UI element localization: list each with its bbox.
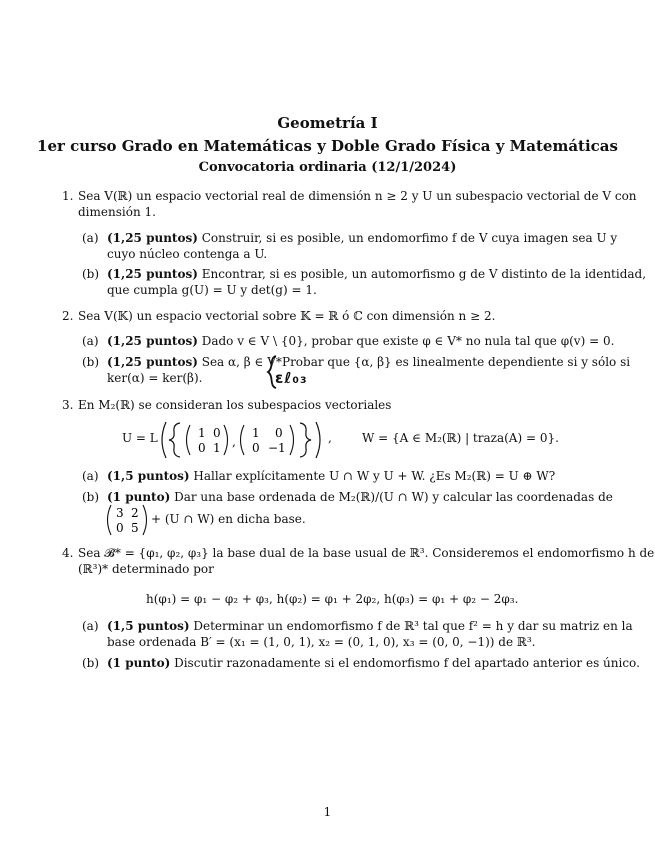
q2a-points: (1,25 puntos): [107, 334, 198, 348]
q1b-points: (1,25 puntos): [107, 267, 198, 281]
brace-right: [300, 423, 311, 457]
q2b-text-a: Sea α, β ∈ V*: [197, 355, 282, 369]
q2a-text: Dado v ∈ V \ {0}, probar que existe φ ∈ V* no nula tal que φ(v) = 0.: [197, 334, 615, 348]
q4-statement-line2: (ℝ³)* determinado por: [78, 562, 214, 576]
q1a-points: (1,25 puntos): [107, 231, 198, 245]
q2a-label: (a): [82, 334, 99, 348]
q3-u-prefix: U = L: [122, 431, 158, 445]
q4-number: 4.: [62, 546, 74, 560]
handwritten-note: εℓ₀₃: [275, 369, 308, 387]
q4a-text: Determinar un endomorfismo f de ℝ³ tal que f² = h y dar su matriz en la: [189, 619, 633, 633]
q3a-line1: [107, 467, 555, 485]
q1b-text: Encontrar, si es posible, un automorfismo g de V distinto de la identidad,: [197, 267, 647, 281]
m1-a22: 1: [213, 441, 221, 455]
q3-statement: En M₂(ℝ) se consideran los subespacios vectoriales: [78, 398, 392, 412]
q3b-line2: + (U ∩ W) en dicha base.: [151, 512, 306, 526]
q3b-m-a22: 5: [131, 521, 139, 535]
q1b-label: (b): [82, 267, 100, 281]
q3b-matrix: [104, 504, 150, 536]
q3b-m-a11: 3: [116, 506, 124, 520]
exam-title: Geometría I: [277, 114, 378, 132]
q4-display-formula: h(φ₁) = φ₁ − φ₂ + φ₃, h(φ₂) = φ₁ + 2φ₂, h(φ₃) = φ₁ + φ₂ − 2φ₃.: [146, 592, 519, 606]
q2b-points: (1,25 puntos): [107, 355, 198, 369]
q3b-line1: [107, 488, 613, 506]
q3-span-matrices: [158, 420, 328, 460]
m2-a21: 0: [252, 441, 260, 455]
m2-a11: 1: [252, 426, 260, 440]
session-date: Convocatoria ordinaria (12/1/2024): [198, 160, 457, 175]
q3a-text: Hallar explícitamente U ∩ W y U + W. ¿Es M₂(ℝ) = U ⊕ W?: [189, 469, 556, 483]
q4b-line1: [107, 654, 640, 672]
q3-w-definition: W = {A ∈ M₂(ℝ) | traza(A) = 0}.: [362, 431, 559, 445]
q4a-line2: base ordenada B′ = (x₁ = (1, 0, 1), x₂ = (0, 1, 0), x₃ = (0, 0, −1)) de ℝ³.: [107, 635, 536, 649]
q4a-points: (1,5 puntos): [107, 619, 190, 633]
exam-page: Geometría I 1er curso Grado en Matemáticas y Doble Grado Física y Matemáticas Convocatoria ordinaria (12/1/2024) 1. Sea V(ℝ) un espacio vectorial real de dimensión n ≥ 2 y U un subespacio vectorial de V con dimensión 1. (a) (1,25 puntos) Construir, si es posible, un endomorfimo f de V cuya imagen sea U y cuyo núcleo contenga a U. (b) (1,25 puntos) Encontrar, si es posible, un automorfismo g de V distinto de la identidad, que cumpla g(U) = U y det(g) = 1. 2. Sea V(𝕂) un espacio vectorial sobre 𝕂 = ℝ ó ℂ con dimensión n ≥ 2. (a) (1,25 puntos) Dado v ∈ V \ {0}, probar que existe φ ∈ V* no nula tal que φ(v) = 0. (b) (1,25 puntos) Sea α, β ∈ V* Probar que {α, β} es linealmente dependiente si y sólo si ker(α) = ker(β). εℓ₀₃ 3. En M₂(ℝ) se consideran los subespacios vectoriales U = L 1 0 0 1 , 1 0 0 −1 , W = {A ∈ M₂(ℝ) | traza(A) = 0}. (a) (1,5 puntos) Hallar explícitamente U ∩ W y U + W. ¿Es M₂(ℝ) = U ⊕ W? (b) (1 punto) Dar una base ordenada de M₂(ℝ)/(U ∩ W) y calcular las coordenadas de 3 2 0 5 + (U ∩ W) en dicha base. 4. Sea 𝓑* = {φ₁, φ₂, φ₃} la base dual de la base usual de ℝ³. Consideremos el endomorfismo h de (ℝ³)* determinado por h(φ₁) = φ₁ − φ₂ + φ₃, h(φ₂) = φ₁ + 2φ₂, h(φ₃) = φ₁ + φ₂ − 2φ₃. (a) (1,5 puntos) Determinar un endomorfismo f de ℝ³ tal que f² = h y dar su matriz en la base ordenada B′ = (x₁ = (1, 0, 1), x₂ = (0, 1, 0), x₃ = (0, 0, −1)) de ℝ³. (b) (1 punto) Discutir razonadamente si el endomorfismo f del apartado anterior es único. 1: [0, 0, 655, 848]
q1a-text: Construir, si es posible, un endomorfimo f de V cuya imagen sea U y: [197, 231, 618, 245]
m1-a12: 0: [213, 426, 221, 440]
q2a-line1: [107, 332, 614, 350]
m2-a12: 0: [275, 426, 283, 440]
q3-number: 3.: [62, 398, 74, 412]
q1-statement-line2: dimensión 1.: [78, 205, 156, 219]
q4b-points: (1 punto): [107, 656, 171, 670]
q3b-m-a21: 0: [116, 521, 124, 535]
m1-a11: 1: [198, 426, 206, 440]
q3b-text: Dar una base ordenada de M₂(ℝ)/(U ∩ W) y calcular las coordenadas de: [170, 490, 613, 504]
q4b-label: (b): [82, 656, 100, 670]
q2b-line2: ker(α) = ker(β).: [107, 371, 203, 385]
outer-paren-left: [162, 422, 166, 458]
outer-paren-right: [316, 422, 320, 458]
q1a-line2: cuyo núcleo contenga a U.: [107, 247, 268, 261]
q2b-line1-continued: Probar que {α, β} es linealmente dependiente si y sólo si: [282, 355, 631, 369]
q1-statement-line1: Sea V(ℝ) un espacio vectorial real de dimensión n ≥ 2 y U un subespacio vectorial de V con: [78, 189, 637, 203]
q2-statement: Sea V(𝕂) un espacio vectorial sobre 𝕂 = ℝ ó ℂ con dimensión n ≥ 2.: [78, 309, 496, 323]
q1-number: 1.: [62, 189, 74, 203]
q1a-label: (a): [82, 231, 99, 245]
q4b-text: Discutir razonadamente si el endomorfismo f del apartado anterior es único.: [170, 656, 640, 670]
brace-left: [169, 423, 180, 457]
q3b-points: (1 punto): [107, 490, 171, 504]
page-number: 1: [323, 805, 332, 819]
q3b-m-a12: 2: [131, 506, 139, 520]
svg-text:,: ,: [232, 435, 236, 449]
m1-a21: 0: [198, 441, 206, 455]
q2-number: 2.: [62, 309, 74, 323]
q2b-label: (b): [82, 355, 100, 369]
q3a-points: (1,5 puntos): [107, 469, 190, 483]
q1b-line2: que cumpla g(U) = U y det(g) = 1.: [107, 283, 317, 297]
q3b-label: (b): [82, 490, 100, 504]
q4a-label: (a): [82, 619, 99, 633]
m2-a22: −1: [268, 441, 286, 455]
q4-statement-line1: Sea 𝓑* = {φ₁, φ₂, φ₃} la base dual de la base usual de ℝ³. Consideremos el endomorfismo h de: [78, 546, 655, 560]
course-subtitle: 1er curso Grado en Matemáticas y Doble Grado Física y Matemáticas: [37, 137, 618, 155]
q3a-label: (a): [82, 469, 99, 483]
